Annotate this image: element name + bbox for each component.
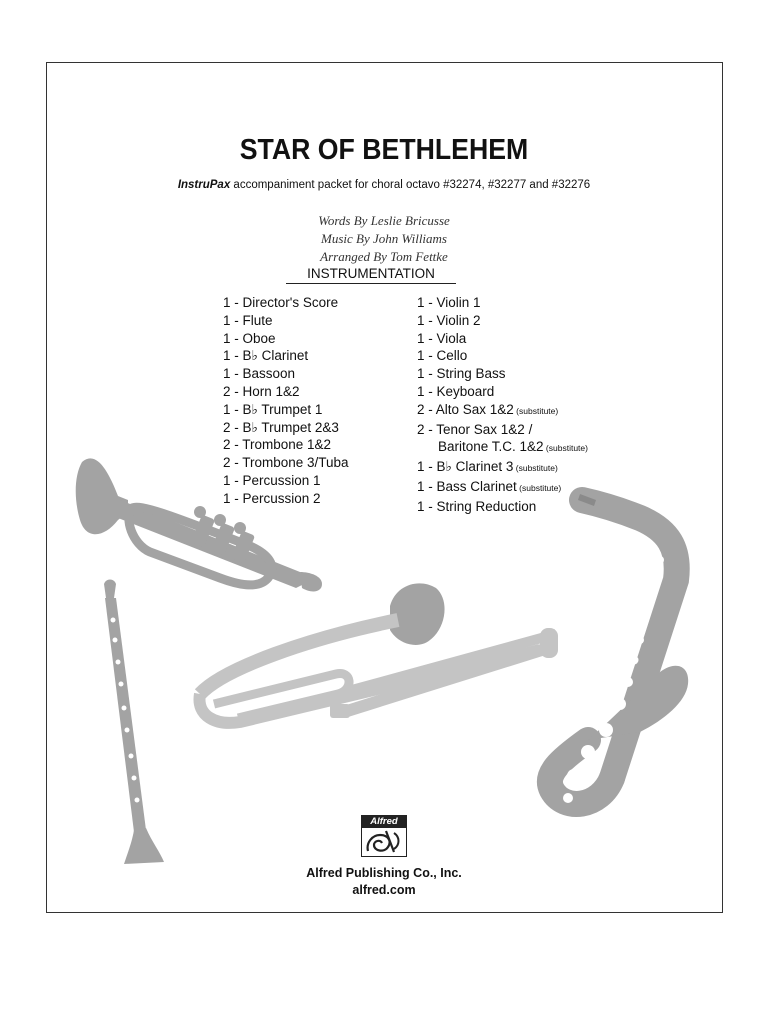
music-credit: Music By John Williams <box>320 231 447 246</box>
list-item: 2 - B♭ Trumpet 2&3 <box>223 419 339 435</box>
trombone-icon <box>199 583 558 723</box>
packet-subtitle <box>0 179 768 191</box>
arranger-credit: Arranged By Tom Fettke <box>320 249 448 264</box>
instrument-list-left <box>223 294 349 508</box>
list-item: 1 - B♭ Clarinet 3 (substitute) <box>417 459 558 475</box>
list-item: 2 - Trombone 1&2 <box>223 437 332 453</box>
alfred-logo <box>361 815 407 857</box>
substitute-note: (substitute) <box>513 405 559 416</box>
list-item: 2 - Horn 1&2 <box>223 383 300 399</box>
list-item: 1 - Cello <box>417 348 468 364</box>
instrumentation-heading: INSTRUMENTATION <box>286 266 456 284</box>
list-item: 1 - Oboe <box>223 330 276 346</box>
list-item: 1 - Percussion 2 <box>223 490 321 506</box>
instrument-list-right <box>417 294 588 516</box>
list-item: 1 - Bassoon <box>223 366 296 382</box>
list-item: 1 - Violin 2 <box>417 312 481 328</box>
list-item: 2 - Trombone 3/Tuba <box>223 455 349 471</box>
instrupax-brand: InstruPax <box>177 179 231 191</box>
publisher-website: alfred.com <box>352 883 416 897</box>
list-item: 1 - Percussion 1 <box>223 472 321 488</box>
list-item: 2 - Alto Sax 1&2 (substitute) <box>417 401 559 417</box>
words-credit: Words By Leslie Bricusse <box>318 213 450 228</box>
list-item: 1 - String Reduction <box>417 498 537 514</box>
list-item: 1 - Bass Clarinet (substitute) <box>417 478 562 494</box>
list-item: Baritone T.C. 1&2 (substitute) <box>438 439 588 455</box>
list-item: 2 - Tenor Sax 1&2 / <box>417 421 533 437</box>
subtitle-text: accompaniment packet for choral octavo #32274, #32277 and #32276 <box>230 179 591 191</box>
publisher-name: Alfred Publishing Co., Inc. <box>306 866 462 880</box>
list-item: 1 - Flute <box>223 312 273 328</box>
list-item: 1 - Keyboard <box>417 383 495 399</box>
treble-clef-icon <box>364 829 402 854</box>
substitute-note: (substitute) <box>543 443 588 454</box>
list-item: 1 - String Bass <box>417 366 506 382</box>
list-item: 1 - B♭ Trumpet 1 <box>223 401 323 417</box>
clarinet-icon <box>104 580 164 865</box>
list-item: 1 - Director's Score <box>223 295 339 310</box>
logo-text: Alfred <box>362 816 406 828</box>
substitute-note: (substitute) <box>513 463 558 474</box>
page-title: STAR OF BETHLEHEM <box>239 134 529 166</box>
list-item: 1 - Viola <box>417 330 467 346</box>
substitute-note: (substitute) <box>516 482 562 493</box>
saxophone-icon <box>550 494 688 804</box>
list-item: 1 - B♭ Clarinet <box>223 348 309 364</box>
list-item: 1 - Violin 1 <box>417 295 481 310</box>
